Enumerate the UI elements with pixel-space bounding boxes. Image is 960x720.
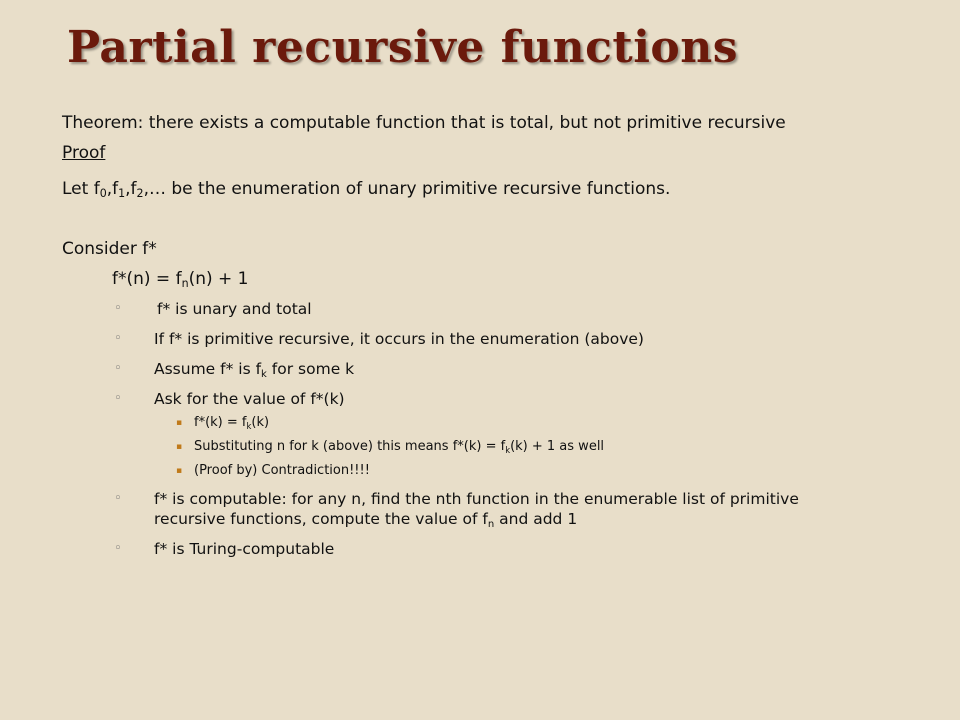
slide-title: Partial recursive functions xyxy=(67,22,739,73)
sub-bullet-marker: ▪ xyxy=(176,442,183,452)
sub-bullet-equation: $f*(k) = f_k(k)$ xyxy=(194,415,270,431)
theorem-text: Theorem: there exists a computable function that is total, but not primitive recursive xyxy=(62,113,786,133)
bullet-unary-total: f* is unary and total xyxy=(157,300,312,318)
bullet-marker: ◦ xyxy=(114,541,122,556)
consider-text: Consider f* xyxy=(62,239,157,259)
bullet-occurs: If f* is primitive recursive, it occurs in the enumeration (above) xyxy=(154,330,644,348)
bullet-marker: ◦ xyxy=(114,331,122,346)
bullet-turing: f* is Turing-computable xyxy=(154,540,335,558)
definition-formula: $f*(n) = f_n(n) + 1$ xyxy=(112,269,249,290)
bullet-marker: ◦ xyxy=(114,361,122,376)
bullet-marker: ◦ xyxy=(114,491,122,506)
sub-bullet-substitution: Substituting n for k (above) this means $f*(k) = f_k(k) + 1$ as well xyxy=(194,439,605,455)
bullet-computable-line2: recursive functions, compute the value of $f_n$ and add 1 xyxy=(154,510,578,530)
proof-label: Proof xyxy=(62,143,106,163)
sub-bullet-contradiction: (Proof by) Contradiction!!!! xyxy=(194,463,370,478)
enumeration-text: Let $f_0,f_1,f_2,\dots$ be the enumeration of unary primitive recursive functions. xyxy=(62,179,671,200)
bullet-assume: Assume f* is $f_k$ for some k xyxy=(154,360,355,380)
bullet-marker: ◦ xyxy=(114,301,122,316)
bullet-computable-line1: f* is computable: for any n, find the nth function in the enumerable list of primitive xyxy=(154,490,799,508)
sub-bullet-marker: ▪ xyxy=(176,466,183,476)
bullet-marker: ◦ xyxy=(114,391,122,406)
bullet-ask: Ask for the value of f*(k) xyxy=(154,390,345,408)
sub-bullet-marker: ▪ xyxy=(176,418,183,428)
